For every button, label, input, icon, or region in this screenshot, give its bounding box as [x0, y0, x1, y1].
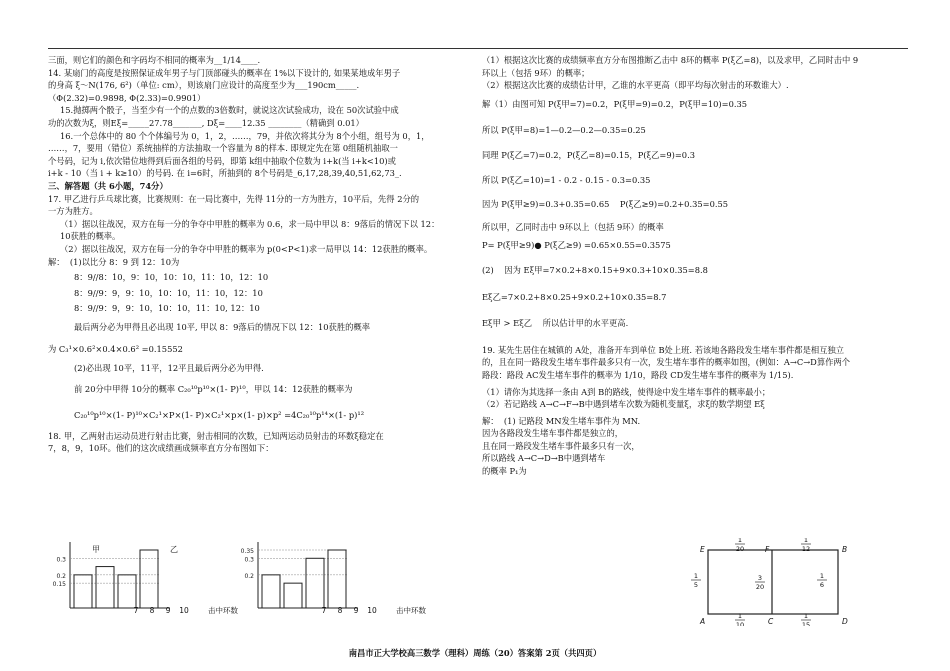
right-line: 所以 P(ξ甲=8)=1—0.2—0.2—0.35=0.25 — [482, 125, 646, 136]
node-label: E — [700, 545, 705, 554]
header-rule — [48, 48, 908, 49]
histogram-bar — [284, 583, 302, 608]
right-line: 同理 P(ξ乙=7)=0.2，P(ξ乙=8)=0.15，P(ξ乙=9)=0.3 — [482, 149, 696, 160]
edge-cd-num: 1 — [803, 612, 809, 620]
panel-label: 甲 — [92, 545, 100, 554]
right-line: Eξ乙=7×0.2+8×0.25+9×0.2+10×0.35=8.7 — [482, 291, 667, 302]
right-line: 的，且在同一路段发生堵车事件最多只有一次，发生堵车事件的概率如图，(例如：A→C→D算作两个 — [482, 357, 851, 368]
left-line: 16.一个总体中的 80 个个体编号为 0，1，2，……，79，并依次将其分为 8个小组，组号为 0，1， — [60, 130, 430, 141]
left-line: 三、解答题（共 6小题，74分） — [48, 180, 168, 191]
x-tick-label: 7 — [321, 606, 327, 615]
left-line: 15.抛掷两个骰子，当至少有一个的点数的3倍数时，就说这次试验成功，设在 50次试验中成 — [60, 105, 399, 116]
x-tick-label: 7 — [133, 606, 139, 615]
right-line: 所以路线 A→C→D→B中遇到堵车 — [482, 453, 606, 464]
histogram-bar — [74, 575, 92, 608]
left-line: 解： (1)以比分 8：9 到 12：10为 — [48, 256, 180, 267]
edge-ae-num: 1 — [693, 572, 699, 580]
edge-fb-num: 1 — [803, 538, 809, 544]
right-line: （2）根据这次比赛的成绩估计甲，乙谁的水平更高（即平均每次射击的环数谁大）. — [482, 80, 789, 91]
left-line: 的身高 ξ～N(176, 6²)（单位: cm），则该扇门应设计的高度至少为___190cm_____. — [48, 80, 360, 91]
right-line: （2）若记路线 A→C→F→B中遇到堵车次数为随机变量ξ，求ξ的数学期望 Eξ — [482, 399, 765, 410]
edge-ef-num: 1 — [737, 538, 743, 544]
right-line: 环以上（包括 9环）的概率； — [482, 67, 590, 78]
x-tick-label: 10 — [367, 606, 377, 615]
right-line: 因为各路段发生堵车事件都是独立的， — [482, 428, 624, 439]
left-line: (2)必出现 10平，11平，12平且最后两分必为甲得. — [74, 363, 264, 374]
right-line: 因为 P(ξ甲≥9)=0.3+0.35=0.65 P(ξ乙≥9)=0.2+0.35=0.55 — [482, 199, 729, 210]
histogram-bar — [118, 575, 136, 608]
road-network-diagram — [672, 538, 852, 626]
node-label: D — [842, 617, 848, 626]
left-line: 17. 甲乙进行乒乓球比赛，比赛规则：在一局比赛中，先得 11分的一方为胜方，10平后，先得 2分的 — [48, 193, 420, 204]
x-tick-label: 9 — [353, 606, 359, 615]
left-column — [48, 54, 466, 455]
right-line: 解（1）由图可知 P(ξ甲=7)=0.2，P(ξ甲=9)=0.2，P(ξ甲=10)=0.35 — [482, 98, 748, 109]
edge-cd-den: 15 — [801, 621, 811, 626]
left-line: （2）据以往战况，双方在每一分的争夺中甲胜的概率为 p(0<P<1)求一局甲以 14：12获胜的概率。 — [60, 243, 433, 254]
left-line: 10获胜的概率。 — [60, 231, 121, 242]
right-line: 所以甲，乙同时击中 9环以上（包括 9环）的概率 — [482, 221, 664, 232]
page-footer: 南昌市正大学校高三数学（理科）周练（20）答案第 2页（共四页） — [348, 648, 602, 658]
x-axis-label: 击中环数 — [208, 606, 238, 615]
left-line: 8：9//9：9，9：10，10：10，11：10，12：10 — [74, 287, 263, 298]
left-line: 18. 甲，乙两射击运动员进行射击比赛，射击相同的次数，已知两运动员射击的环数ξ稳定在 — [48, 430, 384, 441]
right-column — [482, 54, 912, 478]
y-tick-label: 0.15 — [52, 581, 66, 589]
node-label: C — [768, 617, 774, 626]
y-tick-label: 0.35 — [240, 548, 254, 555]
right-line: 所以 P(ξ乙=10)=1 - 0.2 - 0.15 - 0.3=0.35 — [482, 174, 651, 185]
histogram-bar — [96, 567, 114, 608]
right-line: （1）请你为其选择一条由 A到 B的路线，使得途中发生堵车事件的概率最小； — [482, 386, 771, 397]
histogram-bar — [262, 575, 280, 608]
right-line: P= P(ξ甲≥9)● P(ξ乙≥9) =0.65×0.55=0.3575 — [482, 240, 671, 251]
x-axis-label: 击中环数 — [396, 606, 426, 615]
right-line: 19. 某先生居住在城镇的 A处，准备开车到单位 B处上班. 若该地各路段发生堵车事件都是相互独立 — [482, 344, 845, 355]
left-line: ……，7，要用（错位）系统抽样的方法抽取一个容量为 8的样本. 即规定先在第 0组随机抽取一 — [48, 143, 398, 154]
outer-road — [708, 550, 838, 614]
edge-cf-den: 20 — [755, 583, 765, 591]
right-line: 解： (1) 记路段 MN发生堵车事件为 MN. — [482, 415, 641, 426]
left-line: 个号码，记为 i,依次错位地得到后面各组的号码，即第 k组中抽取个位数为 i+k(当 i+k<10)或 — [48, 155, 396, 166]
right-line: 路段：路段 AC发生堵车事件的概率为 1/10，路段 CD发生堵车事件的概率为 1/15). — [482, 369, 794, 380]
left-line: 7，8，9，10环。他们的这次成绩画成频率直方分布图如下： — [48, 443, 274, 454]
histogram-bar — [306, 558, 324, 608]
left-line: 8：9//9：9，9：10，10：10，11：10, 12：10 — [74, 303, 260, 314]
left-line: C₂₀¹⁰p¹⁰×(1- P)¹⁰×C₂¹×P×(1- P)×C₂¹×p×(1- p)×p² =4C₂₀¹⁰p¹⁴×(1- p)¹² — [74, 410, 365, 421]
x-tick-label: 9 — [165, 606, 171, 615]
histogram-bar — [328, 550, 346, 608]
y-tick-label: 0.3 — [56, 556, 66, 564]
y-tick-label: 0.2 — [244, 572, 254, 580]
left-line: 8：9//8：10，9：10，10：10，11：10，12：10 — [74, 272, 269, 283]
left-line: i+k - 10（当 i + k≥10）的号码. 在 i=6时，所抽到的 8个号码是_6,17,28,39,40,51,62,73_. — [48, 168, 402, 179]
left-line: 功的次数为ξ，则Eξ=_____27.78_______, Dξ=____12.35 ________（精确到 0.01） — [48, 117, 364, 128]
edge-bd-num: 1 — [819, 572, 825, 580]
edge-fb-den: 12 — [801, 545, 811, 553]
histogram-bar — [140, 550, 158, 608]
y-tick-label: 0.2 — [56, 572, 66, 580]
left-line: 三面，则它们的颜色和字码均不相同的概率为__1/14____. — [48, 55, 261, 65]
left-line: 前 20分中甲得 10分的概率 C₂₀¹⁰p¹⁰×(1- P)¹⁰，甲以 14：12获胜的概率为 — [74, 383, 353, 394]
node-label: B — [842, 545, 848, 554]
edge-bd-den: 6 — [819, 581, 825, 589]
right-line: Eξ甲 > Eξ乙 所以估计甲的水平更高. — [482, 318, 629, 329]
left-line: （Φ(2.32)=0.9898, Φ(2.33)=0.9901） — [48, 92, 206, 103]
x-tick-label: 8 — [337, 606, 343, 615]
edge-cf-num: 3 — [757, 574, 763, 582]
left-line: 14. 某扇门的高度是按照保证成年男子与门顶部碰头的概率在 1%以下设计的, 如果某地成年男子 — [48, 67, 401, 78]
left-line: 为 C₃¹×0.6²×0.4×0.6² =0.15552 — [48, 344, 183, 355]
right-line: (2) 因为 Eξ甲=7×0.2+8×0.15+9×0.3+10×0.35=8.8 — [482, 264, 708, 275]
left-line: （1）据以往战况，双方在每一分的争夺中甲胜的概率为 0.6，求一局中甲以 8：9落后的情况下以 12： — [60, 218, 440, 229]
right-line: 的概率 P₁为 — [482, 466, 527, 477]
edge-ef-den: 20 — [735, 545, 745, 553]
x-tick-label: 8 — [149, 606, 155, 615]
node-label: A — [700, 617, 706, 626]
right-line: （1）根据这次比赛的成绩频率直方分布图推断乙击中 8环的概率 P(ξ乙=8)，以及求甲，乙同时击中 9 — [482, 55, 859, 65]
left-line: 一方为胜方。 — [48, 206, 98, 217]
node-label: F — [765, 545, 770, 554]
x-tick-label: 10 — [179, 606, 189, 615]
left-line: 最后两分必为甲得且必出现 10平, 甲以 8：9落后的情况下以 12：10获胜的概率 — [74, 321, 371, 332]
edge-ac-num: 1 — [737, 612, 743, 620]
edge-ac-den: 10 — [735, 621, 745, 626]
frequency-histogram — [48, 538, 428, 618]
panel-label: 乙 — [170, 545, 178, 554]
y-tick-label: 0.3 — [244, 556, 254, 564]
right-line: 且在同一路段发生堵车事件最多只有一次， — [482, 440, 640, 451]
edge-ae-den: 5 — [693, 581, 699, 589]
